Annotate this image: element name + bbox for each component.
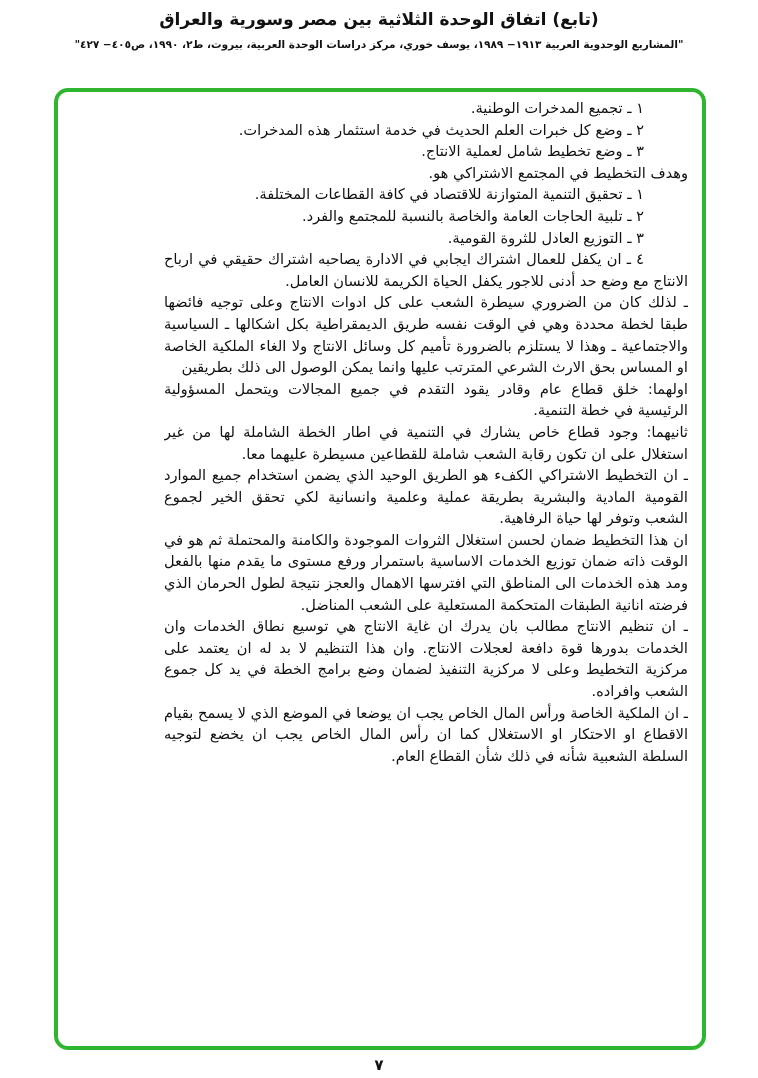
page-title: (تابع) اتفاق الوحدة الثلاثية بين مصر وسورية والعراق xyxy=(159,10,599,30)
paragraph: ـ ان تنظيم الانتاج مطالب بان يدرك ان غاية الانتاج هي توسيع نطاق الخدمات وان الخدمات بدورها قوة دافعة لعجلات الانتاج. وان هذا التنظيم لا بد له ان يعتمد على مركزية التخطيط وعلى لا مركزية التنفيذ لضمان وضع برامج الخطة في يد كل جموع الشعب وافراده. xyxy=(164,618,688,701)
paragraph: ٤ ـ ان يكفل للعمال اشتراك ايجابي في الادارة يصاحبه اشتراك حقيقي في ارباح الانتاج مع وضع حد أدنى للاجور يكفل الحياة الكريمة للانسان العامل. xyxy=(164,251,688,290)
paragraph: اولهما: خلق قطاع عام وقادر يقود التقدم في جميع المجالات ويتحمل المسؤولية الرئيسية في خطة التنمية. xyxy=(164,380,688,420)
paragraph: ثانيهما: وجود قطاع خاص يشارك في التنمية في اطار الخطة الشاملة لها من غير استغلال على ان تكون رقابة الشعب شاملة للقطاعين مسيطرة عليهما معا. xyxy=(164,423,688,463)
paragraph: ٣ ـ وضع تخطيط شامل لعملية الانتاج. xyxy=(421,143,644,161)
paragraph: ـ ان الملكية الخاصة ورأس المال الخاص يجب ان يوضعا في الموضع الذي لا يسمح بقيام الاقطاع او الاحتكار او الاستغلال كما ان رأس المال الخاص يجب ان يخضع لتوجيه السلطة الشعبية شأنه في ذلك شأن القطاع العام. xyxy=(164,704,688,765)
page-number: ٧ xyxy=(374,1056,384,1074)
paragraph: وهدف التخطيط في المجتمع الاشتراكي هو. xyxy=(428,164,688,182)
paragraph: ٢ ـ وضع كل خبرات العلم الحديث في خدمة استثمار هذه المدخرات. xyxy=(238,121,644,139)
paragraph: ٢ ـ تلبية الحاجات العامة والخاصة بالنسبة للمجتمع والفرد. xyxy=(301,207,644,225)
paragraph: ـ لذلك كان من الضروري سيطرة الشعب على كل ادوات الانتاج وعلى توجيه فائضها طبقا لخطة محددة وهي في الوقت نفسه طريق الديمقراطية بكل اشكالها ـ السياسية والاجتماعية ـ وهذا لا يستلزم بالضرورة تأميم كل وسائل الانتاج ولا الغاء الملكية الخاصة او المساس بحق الارث الشرعي المترتب عليها وانما يمكن الوصول الى ذلك بطريقين xyxy=(164,294,688,377)
document-footer xyxy=(0,1056,758,1074)
paragraph: ١ ـ تحقيق التنمية المتوازنة للاقتصاد في كافة القطاعات المختلفة. xyxy=(254,186,644,204)
paragraph: ـ ان التخطيط الاشتراكي الكفء هو الطريق الوحيد الذي يضمن استخدام جميع الموارد القومية المادية والبشرية بطريقة عملية وعلمية وانسانية لكي تحقق الخير لجموع الشعب وتوفر لها حياة الرفاهية. xyxy=(164,467,688,528)
paragraph: ان هذا التخطيط ضمان لحسن استغلال الثروات الموجودة والكامنة والمحتملة ثم هو في الوقت ذاته ضمان توزيع الخدمات الاساسية باستمرار ورفع مستوى ما يقدم منها بالفعل ومد هذه الخدمات الى المناطق التي افترسها الاهمال والعجز نتيجة لطول الحرمان الذي فرضته انانية الطبقات المتحكمة المستعلية على الشعب المناضل. xyxy=(164,531,688,614)
source-citation: "المشاريع الوحدوية العربية ١٩١٣− ١٩٨٩، يوسف خوري، مركز دراسات الوحدة العربية، بيروت، ط٢، ١٩٩٠، ص٤٠٥− ٤٢٧" xyxy=(74,39,684,51)
paragraph: ١ ـ تجميع المدخرات الوطنية. xyxy=(470,100,644,117)
document-header xyxy=(0,10,758,51)
document-body xyxy=(164,98,688,1040)
content-border-box xyxy=(54,88,706,1050)
paragraph: ٣ ـ التوزيع العادل للثروة القومية. xyxy=(447,229,644,247)
